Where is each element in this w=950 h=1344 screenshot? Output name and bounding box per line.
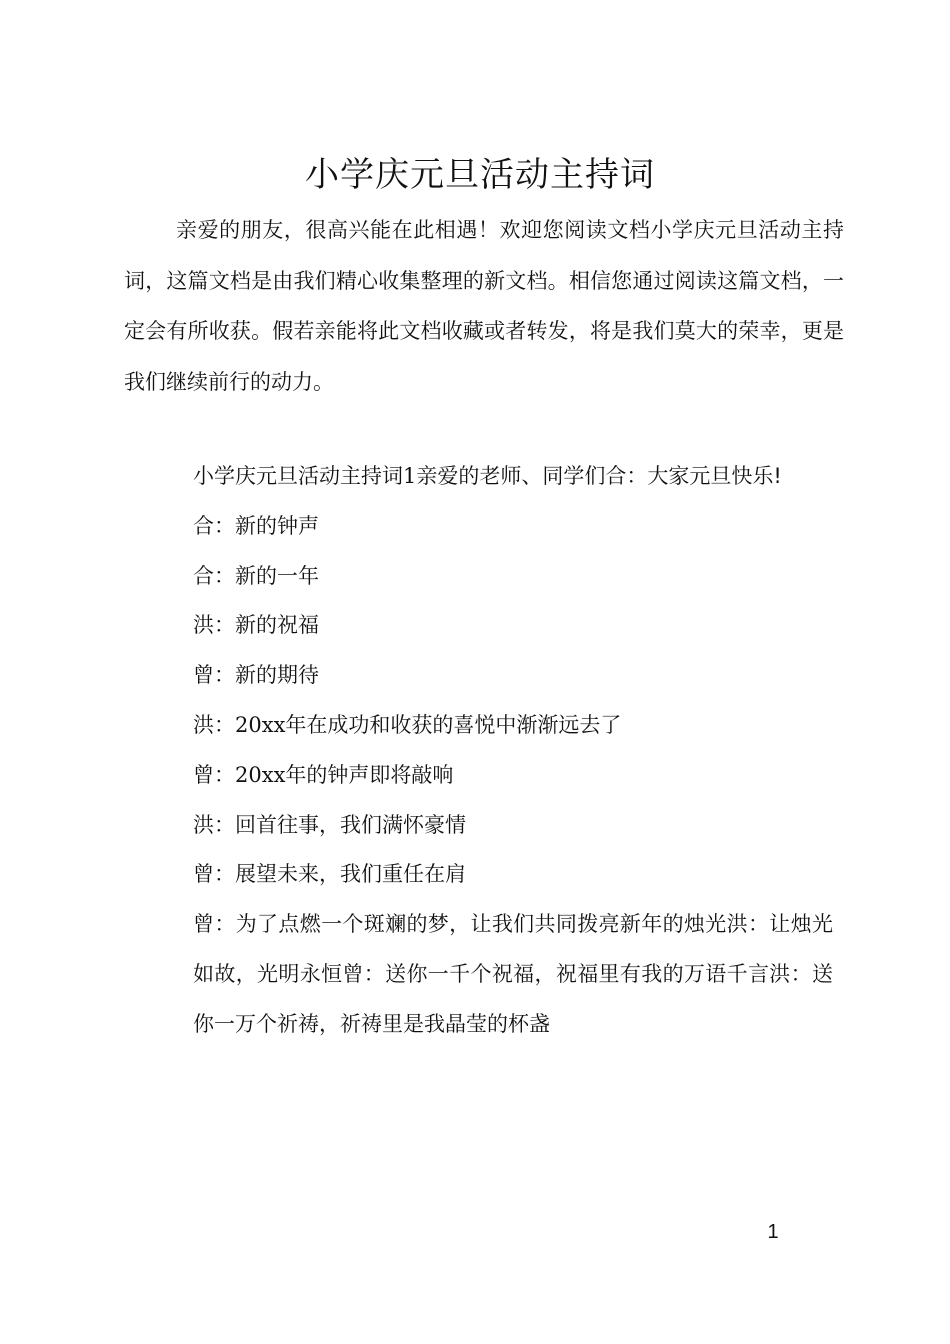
year-text: 20xx — [235, 762, 286, 787]
speaker-label: 洪： — [193, 712, 235, 737]
body-title-ref: 小学庆元旦活动主持词 — [193, 464, 403, 488]
document-title: 小学庆元旦活动主持词 — [305, 155, 655, 195]
line-text: 年在成功和收获的喜悦中渐渐远去了 — [285, 712, 622, 737]
body-line: 曾：展望未来，我们重任在肩 — [193, 862, 466, 887]
body-number: 1 — [403, 464, 417, 488]
intro-doc-title: 小学庆元旦活动主持词 — [124, 218, 845, 293]
body-year-line — [193, 701, 833, 751]
body-line: 合：新的钟声 — [193, 513, 319, 538]
body-line: 洪：新的祝福 — [193, 613, 319, 638]
speaker-label: 曾： — [193, 762, 235, 787]
body-line: 曾：新的期待 — [193, 663, 319, 688]
page-number: 1 — [767, 1221, 779, 1243]
year-text: 20xx — [235, 712, 286, 737]
line-text: 年的钟声即将敲响 — [285, 762, 454, 787]
body-line: 洪：回首往事，我们满怀豪情 — [193, 812, 466, 837]
body-first-paragraph — [193, 452, 833, 502]
body-greeting: 亲爱的老师、同学们合：大家元旦快乐! — [416, 464, 782, 488]
intro-tail: ，这篇文档是由我们精心收集整理的新文档。相信您通过阅读这篇文档，一定会有所收获。假若亲能将此文档收藏或者转发，将是我们莫大的荣幸，更是我们继续前行的动力。 — [124, 268, 845, 394]
body-last-paragraph: 曾：为了点燃一个斑斓的梦，让我们共同拨亮新年的烛光洪：让烛光如故，光明永恒曾：送你一千个祝福，祝福里有我的万语千言洪：送你一万个祈祷，祈祷里是我晶莹的杯盏 — [193, 912, 833, 1036]
intro-lead: 亲爱的朋友，很高兴能在此相遇！欢迎您阅读文档 — [176, 218, 651, 242]
intro-paragraph — [124, 205, 844, 407]
body-year-line — [193, 751, 833, 801]
body-content — [193, 452, 833, 1050]
body-line: 合：新的一年 — [193, 563, 319, 588]
